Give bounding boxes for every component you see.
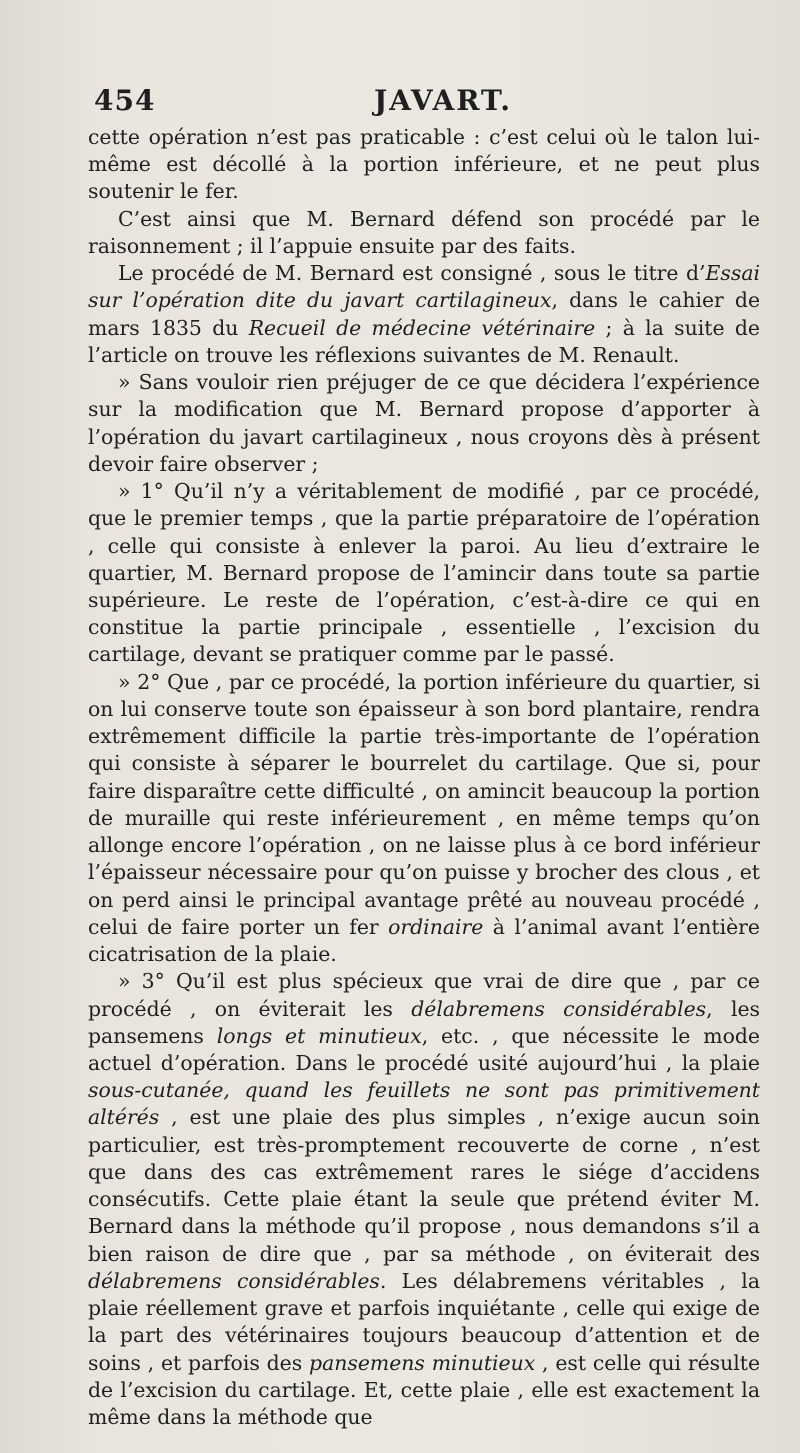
body-text (88, 124, 760, 1431)
paragraph (88, 124, 760, 206)
text-run: » 1° Qu’il n’y a véritablement de modifié , par ce procédé, que le premier temps , que la partie préparatoire de l’opération , celle qui consiste à enlever la paroi. Au lieu d’extraire le quartier, M. Bernard propose de l’amincir dans toute sa partie supérieure. Le reste de l’opération, c’est-à-dire ce qui en constitue la partie principale , essentielle , l’excision du cartilage, devant se pratiquer comme par le passé. (88, 479, 760, 667)
text-run: C’est ainsi que M. Bernard défend son procédé par le raisonnement ; il l’appuie ensuite par des faits. (88, 206, 760, 258)
paragraph (88, 968, 760, 1431)
text-run: ; à la suite de l’article on trouve les réflexions suivantes de M. Renault. (88, 315, 760, 367)
paragraph (88, 206, 760, 260)
italic-text: délabremens considérables (88, 1268, 380, 1293)
paragraph (88, 260, 760, 369)
text-run: cette opération n’est pas praticable : c’est celui où le talon lui-même est décollé à la portion inférieure, et ne peut plus soutenir le fer. (88, 125, 760, 204)
italic-text: sous-cutanée, quand les feuillets ne sont pas primitivement altérés (88, 1078, 760, 1130)
text-run: , est une plaie des plus simples , n’exige aucun soin particulier, est très-promptement recouverte de corne , n’est que dans des cas extrêmement rares le siége d’accidens consécutifs. Cette plaie étant la seule que prétend éviter M. Bernard dans la méthode qu’il propose , nous demandons s’il a bien raison de dire que , par sa méthode , on éviterait des (88, 1105, 760, 1266)
text-run: » 3° Qu’il est plus spécieux que vrai de dire que , par ce procédé , on éviterait les (88, 969, 760, 1021)
italic-text: Recueil de médecine vétérinaire (248, 315, 596, 340)
paragraph (88, 669, 760, 969)
text-run: » Sans vouloir rien préjuger de ce que décidera l’expérience sur la modification que M. Bernard propose d’apporter à l’opération du javart cartilagineux , nous croyons dès à présent devoir faire observer ; (88, 370, 760, 476)
paragraph (88, 478, 760, 669)
page-number: 454 (94, 84, 156, 117)
italic-text: pansemens minutieux (309, 1350, 536, 1375)
text-run: , est celle qui résulte de l’excision du cartilage. Et, cette plaie , elle est exactement la même dans la méthode que (88, 1350, 761, 1430)
text-run: à l’animal avant l’entière cicatrisation de la plaie. (88, 914, 760, 967)
text-run: Le procédé de M. Bernard est consigné , sous le titre d’ (118, 261, 706, 286)
italic-text: ordinaire (388, 914, 484, 939)
page-header (88, 84, 756, 120)
text-run: , etc. , que nécessite le mode actuel d’opération. Dans le procédé usité aujourd’hui , la plaie (88, 1023, 760, 1075)
text-run: » 2° Que , par ce procédé, la portion inférieure du quartier, si on lui conserve toute son épaisseur à son bord plantaire, rendra extrêmement difficile la partie très-importante de l’opération qui consiste à séparer le bourrelet du cartilage. Que si, pour faire disparaître cette difficulté , on amincit beaucoup la portion de muraille qui reste inférieurement , en même temps qu’on allonge encore l’opération , on ne laisse plus à ce bord inférieur l’épaisseur nécessaire pour qu’on puisse y brocher des clous , et on perd ainsi le principal avantage prêté au nouveau procédé , celui de faire porter un fer (88, 669, 760, 939)
text-run: , les pansemens (88, 996, 760, 1048)
text-run: , dans le cahier de mars 1835 du (88, 288, 761, 340)
running-title: JAVART. (374, 84, 512, 117)
text-run: . Les délabremens véritables , la plaie réellement grave et parfois inquiétante , celle qui exige de la part des vétérinaires toujours beaucoup d’attention et de soins , et parfois des (88, 1268, 760, 1375)
italic-text: délabremens considérables (411, 996, 707, 1021)
italic-text: longs et minutieux (216, 1023, 422, 1048)
paragraph (88, 369, 760, 478)
italic-text: Essai sur l’opération dite du javart cartilagineux (88, 261, 760, 313)
